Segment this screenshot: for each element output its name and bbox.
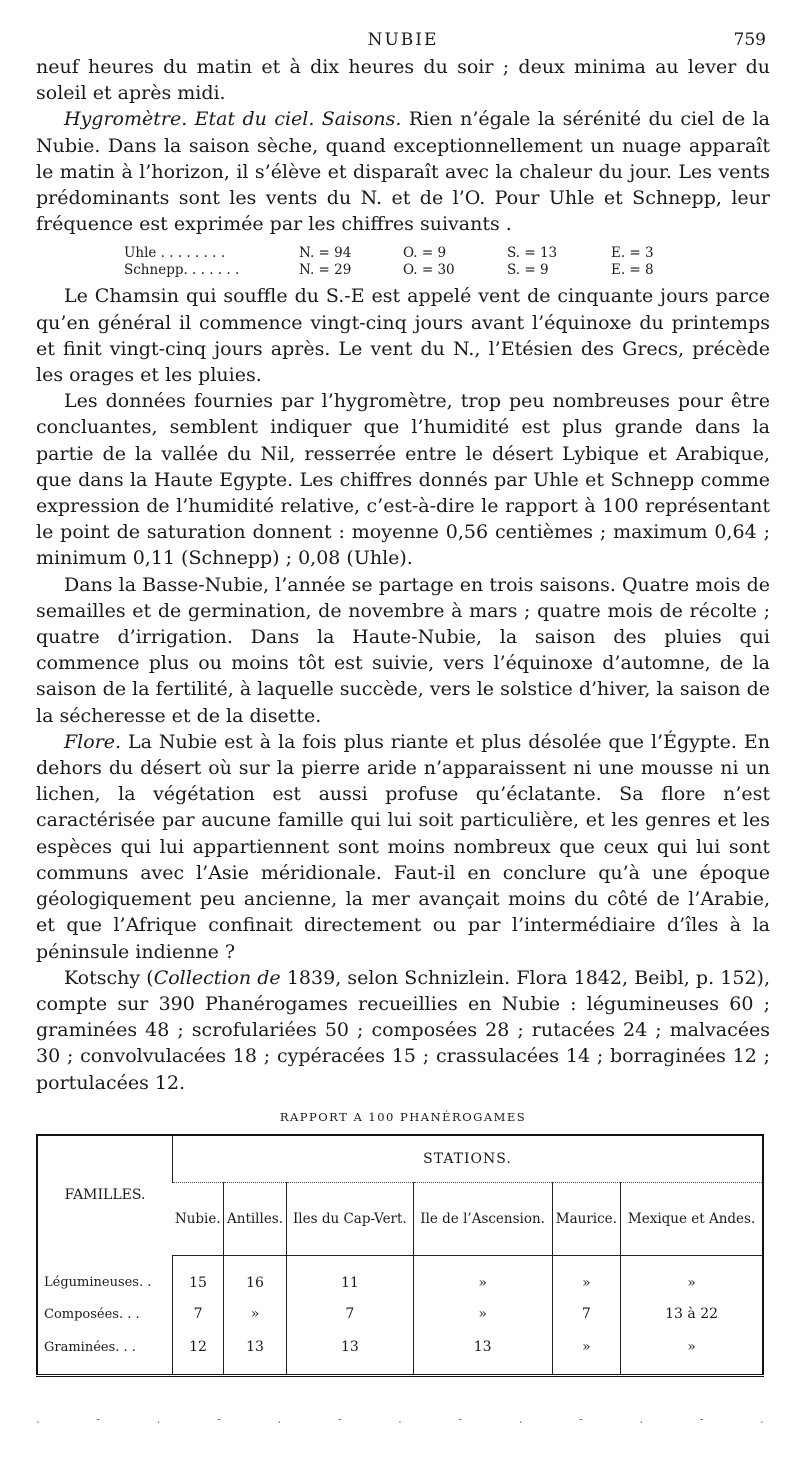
table-cell: » xyxy=(621,1331,763,1376)
table-cell: 16 xyxy=(224,1255,287,1298)
document-page xyxy=(36,28,770,1377)
col-header: Maurice. xyxy=(552,1182,621,1255)
table-cell: 13 xyxy=(413,1331,552,1376)
paragraph-hygrometre xyxy=(36,106,770,237)
table-cell: » xyxy=(413,1298,552,1331)
table-cell: » xyxy=(621,1255,763,1298)
paragraph-humidite: Les données fournies par l’hygromètre, trop peu nombreuses pour être concluantes, semblent indiquer que l’humidité est plus grande dans la partie de la vallée du Nil, resserrée entre le désert Lybique et Arabique, que dans la Haute Egypte. Les chiffres donnés par Uhle et Schnepp comme expression de l’humidité relative, c’est-à-dire le rapport à 100 représentant le point de saturation donnent : moyenne 0,56 centièmes ; maximum 0,64 ; minimum 0,11 (Schnepp) ; 0,08 (Uhle). xyxy=(36,390,770,570)
table-cell: » xyxy=(413,1255,552,1298)
wind-frequency-table xyxy=(124,245,770,279)
table-cell: » xyxy=(224,1298,287,1331)
families-header: FAMILLES. xyxy=(64,1187,146,1204)
wind-east: E. = 3 xyxy=(611,245,654,262)
table-caption: RAPPORT A 100 PHANÉROGAMES xyxy=(279,1109,527,1124)
table-cell: 7 xyxy=(287,1298,414,1331)
wind-north: N. = 94 xyxy=(299,245,352,262)
paragraph-hygrometre-text: Rien n’égale la sérénité du ciel de la Nubie. Dans la saison sèche, quand exceptionnellement un nuage apparaît le matin à l’horizon, il s’élève et disparaît avec la chaleur du jour. Les vents prédominants sont les vents du N. et de l’O. Pour Uhle et Schnepp, leur fréquence est exprimée par les chiffres suivants . xyxy=(36,108,770,236)
paragraph-chamsin: Le Chamsin qui souffle du S.-E est appelé vent de cinquante jours parce qu’en général il commence vingt-cinq jours avant l’équinoxe du printemps et finit vingt-cinq jours après. Le vent du N., l’Etésien des Grecs, précède les orages et les pluies. xyxy=(36,285,770,387)
wind-west: O. = 9 xyxy=(403,245,447,262)
wind-observer: Uhle . . . . . . . . xyxy=(124,245,226,262)
table-row xyxy=(37,1255,763,1298)
wind-south: S. = 9 xyxy=(507,262,549,279)
table-row xyxy=(37,1298,763,1331)
kotschy-text-a: Kotschy ( xyxy=(64,966,154,989)
table-cell: 15 xyxy=(173,1255,224,1298)
kotschy-italic: Collection de xyxy=(153,966,281,989)
kotschy-text-b: 1839, selon Schnizlein. Flora 1842, Beibl, p. 152), compte sur 390 Phanérogames recueillies en Nubie : légumineuses 60 ; graminées 48 ; scrofulariées 50 ; composées 28 ; rutacées 24 ; malvacées 30 ; convolvulacées 18 ; cypéracées 15 ; crassulacées 14 ; borraginées 12 ; portulacées 12. xyxy=(36,966,770,1094)
table-cell: 7 xyxy=(552,1298,621,1331)
wind-south: S. = 13 xyxy=(507,245,558,262)
wind-east: E. = 8 xyxy=(611,262,654,279)
wind-west: O. = 30 xyxy=(403,262,455,279)
col-header: Mexique et Andes. xyxy=(621,1182,763,1255)
page-number: 759 xyxy=(733,30,766,50)
paragraph-saisons: Dans la Basse-Nubie, l’année se partage en trois saisons. Quatre mois de semailles et de germination, de novembre à mars ; quatre mois de récolte ; quatre d’irrigation. Dans la Haute-Nubie, la saison des pluies qui commence plus ou moins tôt est suivie, vers l’équinoxe d’automne, de la saison de la fertilité, à laquelle succède, vers le solstice d’hiver, la saison de la sécheresse et de la disette. xyxy=(36,573,770,727)
table-row xyxy=(37,1331,763,1376)
flora-table xyxy=(36,1134,764,1377)
table-cell: 13 à 22 xyxy=(621,1298,763,1331)
row-label: Légumineuses. . xyxy=(44,1274,152,1290)
paragraph-flore xyxy=(36,729,770,965)
section-lead-hygrometre: Hygromètre. Etat du ciel. Saisons. xyxy=(64,108,402,131)
section-lead-flore: Flore. xyxy=(64,730,122,753)
row-label: Graminées. . . xyxy=(44,1339,136,1355)
col-header: Nubie. xyxy=(173,1182,224,1255)
stations-header: STATIONS. xyxy=(173,1135,764,1183)
table-cell: 13 xyxy=(224,1331,287,1376)
table-cell: » xyxy=(552,1255,621,1298)
table-cell: 11 xyxy=(287,1255,414,1298)
wind-row-uhle xyxy=(124,245,770,262)
page-title: NUBIE xyxy=(367,30,439,50)
table-cell: 7 xyxy=(173,1298,224,1331)
wind-observer: Schnepp. . . . . . . xyxy=(124,262,240,279)
table-cell: 13 xyxy=(287,1331,414,1376)
col-header: Antilles. xyxy=(224,1182,287,1255)
row-label: Composées. . . xyxy=(44,1306,140,1322)
paragraph-kotschy xyxy=(36,965,770,1096)
table-cell: » xyxy=(552,1331,621,1376)
wind-row-schnepp xyxy=(124,262,770,279)
running-header xyxy=(36,28,770,54)
scan-speckles: . - . - . - . - . - . - . xyxy=(36,1412,764,1426)
col-header: Iles du Cap-Vert. xyxy=(287,1182,414,1255)
paragraph-flore-text: La Nubie est à la fois plus riante et plus désolée que l’Égypte. En dehors du désert où sur la pierre aride n’apparaissent ni une mousse ni un lichen, la végétation est aussi profuse qu’éclatante. Sa flore n’est caractérisée par aucune famille qui lui soit particulière, et les genres et les espèces qui lui appartiennent sont moins nombreux que ceux qui lui sont communs avec l’Asie méridionale. Faut-il en conclure qu’à une époque géologiquement peu ancienne, la mer avançait moins du côté de l’Arabie, et que l’Afrique confinait directement ou par l’intermédiaire d’îles à la péninsule indienne ? xyxy=(36,730,770,963)
paragraph-1: neuf heures du matin et à dix heures du soir ; deux minima au lever du soleil et après midi. xyxy=(36,56,770,105)
wind-north: N. = 29 xyxy=(299,262,352,279)
col-header: Ile de l’Ascension. xyxy=(413,1182,552,1255)
table-cell: 12 xyxy=(173,1331,224,1376)
